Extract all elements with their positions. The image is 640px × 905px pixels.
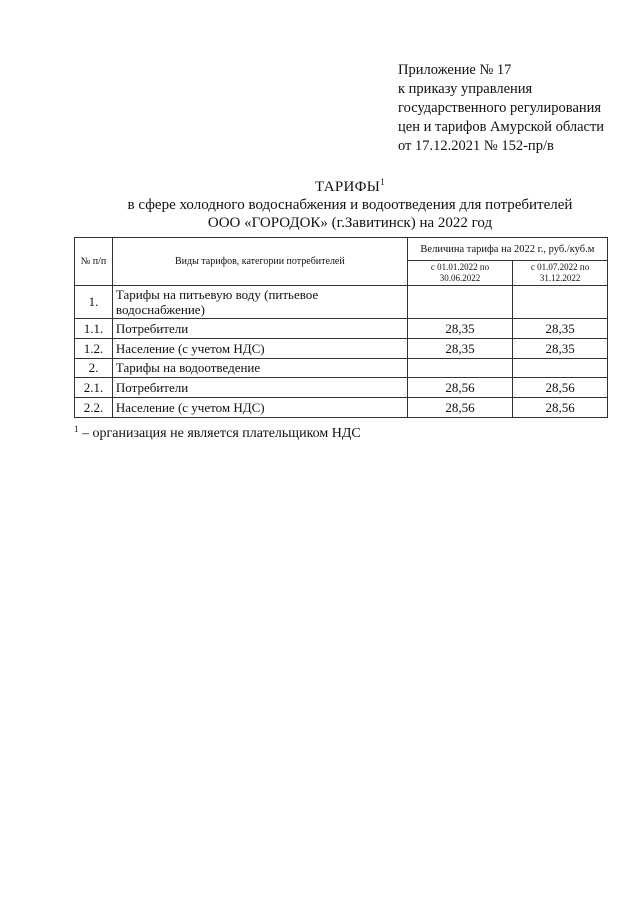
row-num: 1. bbox=[75, 286, 113, 319]
title-text: ТАРИФЫ bbox=[315, 179, 381, 195]
row-name: Потребители bbox=[112, 319, 407, 339]
appendix-line: к приказу управления bbox=[398, 81, 533, 97]
footnote-mark: 1 bbox=[74, 424, 79, 434]
table-row bbox=[75, 378, 608, 398]
table-row bbox=[75, 359, 608, 378]
row-value-1 bbox=[407, 286, 512, 319]
row-num: 2. bbox=[75, 359, 113, 378]
row-value-2: 28,35 bbox=[513, 339, 608, 359]
footnote-text: – организация не является плательщиком НДС bbox=[78, 426, 361, 441]
row-value-2 bbox=[513, 359, 608, 378]
header-name: Виды тарифов, категории потребителей bbox=[112, 238, 407, 286]
header-period-1: с 01.01.2022 по 30.06.2022 bbox=[407, 261, 512, 286]
row-value-1: 28,56 bbox=[407, 398, 512, 418]
row-num: 2.1. bbox=[75, 378, 113, 398]
document-heading bbox=[90, 178, 610, 232]
row-name: Население (с учетом НДС) bbox=[112, 398, 407, 418]
row-name: Потребители bbox=[112, 378, 407, 398]
document-title bbox=[90, 178, 610, 196]
row-name: Тарифы на водоотведение bbox=[112, 359, 407, 378]
header-period-2: с 01.07.2022 по 31.12.2022 bbox=[513, 261, 608, 286]
row-value-1 bbox=[407, 359, 512, 378]
heading-line: в сфере холодного водоснабжения и водоотведения для потребителей bbox=[127, 197, 573, 213]
row-num: 1.2. bbox=[75, 339, 113, 359]
row-num: 1.1. bbox=[75, 319, 113, 339]
header-tariff-value: Величина тарифа на 2022 г., руб./куб.м bbox=[407, 238, 607, 261]
appendix-line: Приложение № 17 bbox=[398, 62, 512, 78]
appendix-line: государственного регулирования bbox=[398, 100, 602, 116]
appendix-line: цен и тарифов Амурской области bbox=[398, 119, 605, 135]
tariffs-table bbox=[74, 237, 608, 418]
table-row bbox=[75, 319, 608, 339]
footnote bbox=[74, 426, 361, 442]
table-row bbox=[75, 398, 608, 418]
row-value-2: 28,35 bbox=[513, 319, 608, 339]
header-num: № п/п bbox=[75, 238, 113, 286]
row-value-2: 28,56 bbox=[513, 398, 608, 418]
row-name: Население (с учетом НДС) bbox=[112, 339, 407, 359]
footnote-mark: 1 bbox=[380, 177, 385, 187]
row-value-2 bbox=[513, 286, 608, 319]
table-row bbox=[75, 286, 608, 319]
heading-line: ООО «ГОРОДОК» (г.Завитинск) на 2022 год bbox=[207, 215, 493, 231]
row-value-1: 28,35 bbox=[407, 319, 512, 339]
table-row bbox=[75, 339, 608, 359]
row-value-2: 28,56 bbox=[513, 378, 608, 398]
appendix-line: от 17.12.2021 № 152-пр/в bbox=[398, 138, 554, 154]
row-num: 2.2. bbox=[75, 398, 113, 418]
row-value-1: 28,35 bbox=[407, 339, 512, 359]
table-header-row bbox=[75, 238, 608, 261]
row-value-1: 28,56 bbox=[407, 378, 512, 398]
appendix-block bbox=[398, 61, 604, 156]
row-name: Тарифы на питьевую воду (питьевое водоснабжение) bbox=[112, 286, 407, 319]
